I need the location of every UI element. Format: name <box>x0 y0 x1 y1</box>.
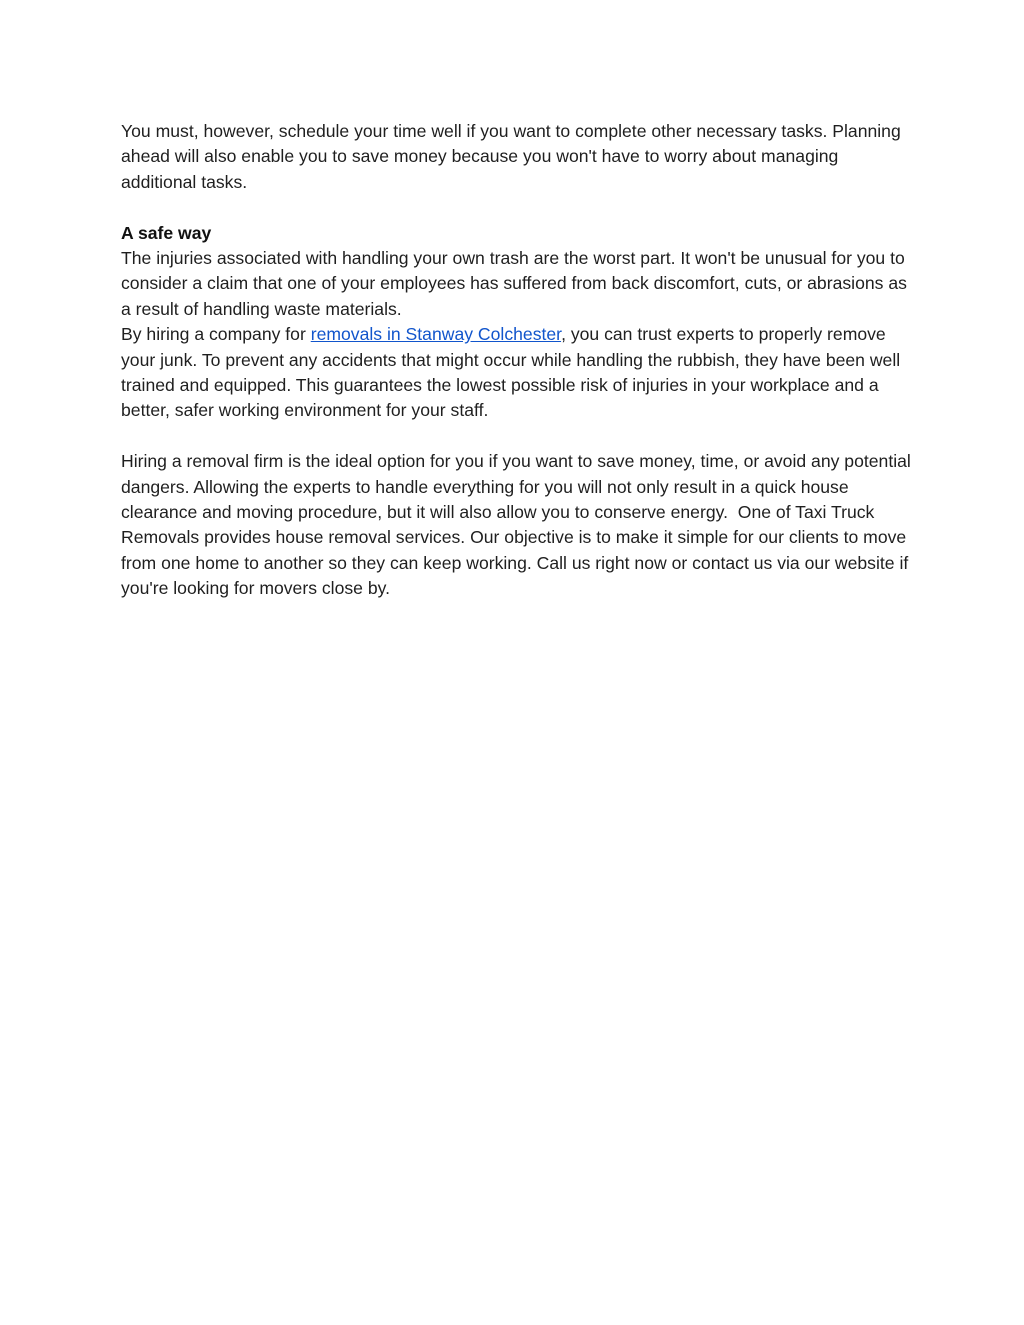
removals-link[interactable]: removals in Stanway Colchester <box>310 324 562 345</box>
section-paragraph-1: The injuries associated with handling your own trash are the worst part. It won't be unusual for you to consider a claim that one of your employees has suffered from back discomfort, cuts, or abrasions as a result of handling waste materials. <box>121 248 907 319</box>
section-paragraph-2-lead: By hiring a company for <box>121 324 311 345</box>
intro-paragraph: You must, however, schedule your time well if you want to complete other necessary tasks. Planning ahead will also enable you to save money because you won't have to worry about managing additional tasks. <box>121 121 901 192</box>
paragraph-spacer <box>121 195 911 220</box>
section-paragraph-2 <box>121 322 911 424</box>
closing-paragraph: Hiring a removal firm is the ideal option for you if you want to save money, time, or avoid any potential dangers. Allowing the experts to handle everything for you will not only result in a quick house clearance and moving procedure, but it will also allow you to conserve energy. One of Taxi Truck Removals provides house removal services. Our objective is to make it simple for our clients to move from one home to another so they can keep working. Call us right now or contact us via our website if you're looking for movers close by. <box>121 451 916 599</box>
section-paragraph-2-rest: , you can trust experts to properly remove your junk. To prevent any accidents that might occur while handling the rubbish, they have been well trained and equipped. This guarantees the lowest possible risk of injuries in your workplace and a better, safer working environment for your staff. <box>121 324 901 421</box>
section-heading: A safe way <box>121 222 212 243</box>
paragraph-spacer <box>121 424 911 449</box>
document-page <box>121 119 916 602</box>
